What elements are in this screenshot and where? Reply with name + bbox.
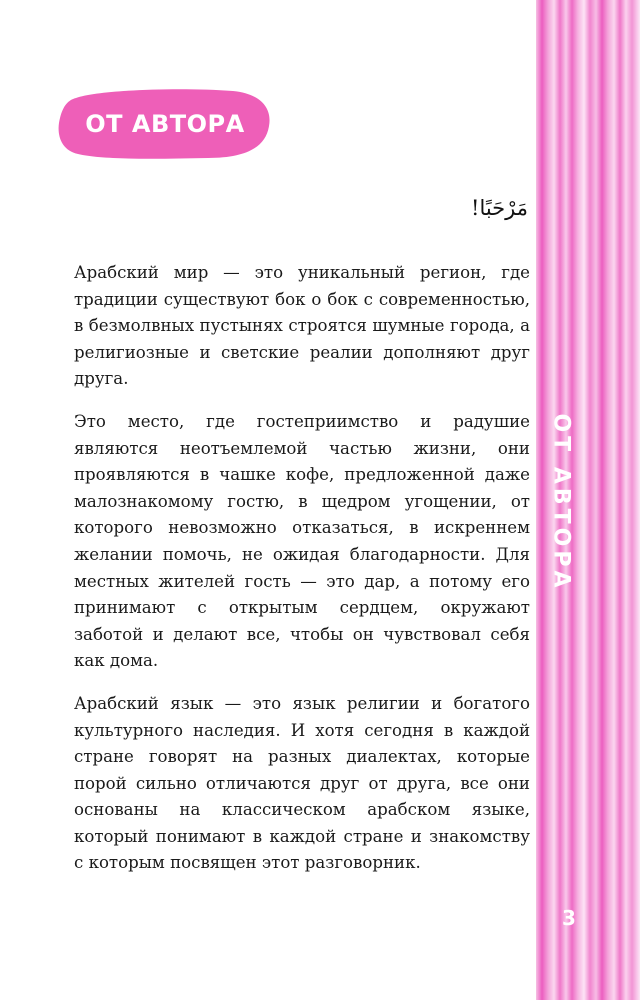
page-number: 3	[562, 906, 576, 930]
side-chapter-title-text: ОТ АВТОРА	[548, 412, 574, 592]
chapter-heading-text: ОТ АВТОРА	[85, 110, 245, 138]
body-text	[74, 260, 530, 893]
paragraph: Арабский мир — это уникальный регион, где традиции существуют бок о бок с современностью, в безмолвных пустынях строятся шумные города, а религиозные и светские реалии дополняют друг друга.	[74, 263, 530, 389]
chapter-heading	[58, 88, 272, 160]
arabic-greeting: مَرْحَبًا!	[471, 196, 528, 220]
paragraph: Это место, где гостеприимство и радушие являются неотъемлемой частью жизни, они проявляются в чашке кофе, предложенной даже малознакомому гостю, в щедром угощении, от которого невозможно отказаться, в искреннем желании помочь, не ожидая благодарности. Для местных жителей гость — это дар, а потому его принимают с открытым сердцем, окружают заботой и делают все, чтобы он чувствовал себя как дома.	[74, 411, 530, 671]
side-chapter-title	[538, 409, 584, 595]
paragraph: Арабский язык — это язык религии и богатого культурного наследия. И хотя сегодня в каждой стране говорят на разных диалектах, которые порой сильно отличаются друг от друга, все они основаны на классическом арабском языке, который понимают в каждой стране и знакомству с которым посвящен этот разговорник.	[74, 693, 530, 873]
